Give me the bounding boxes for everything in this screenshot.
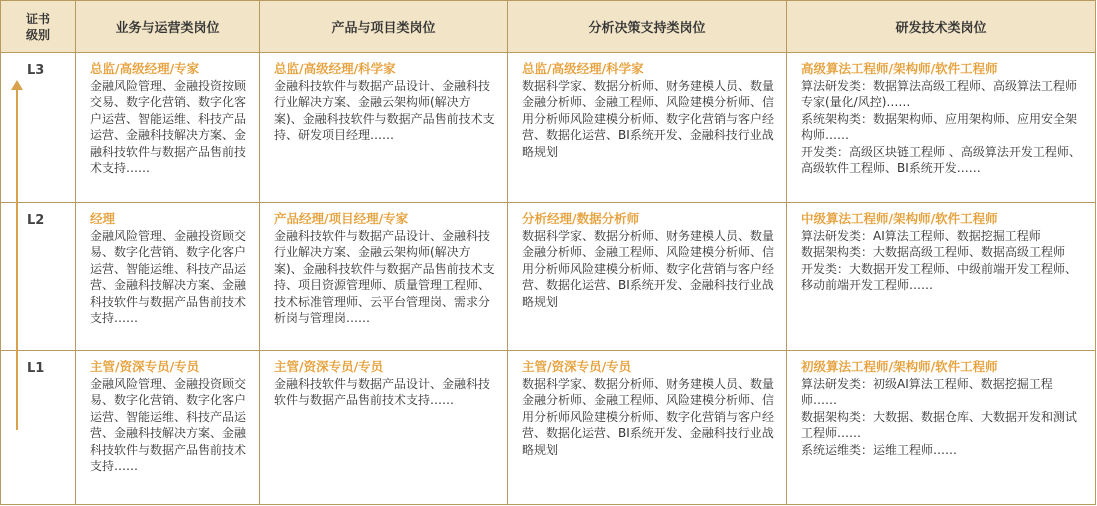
level-cell-l3 [1, 53, 76, 203]
cell-body: 数据科学家、数据分析师、财务建模人员、数量金融分析师、金融工程师、风险建模分析师、信用分析师风险建模分析师、数字化营销与客户经营、数据化运营、BI系统开发、金融科技行业战略规划 [522, 376, 775, 457]
cell-l1-business [76, 351, 260, 504]
cell-body: 算法研发类：AI算法工程师、数据挖掘工程师 数据架构类：大数据高级工程师、数据高级工程师 开发类：大数据开发工程师、中级前端开发工程师、移动前端开发工程师…… [801, 228, 1078, 292]
cell-body: 金融风险管理、金融投资按顾交易、数字化营销、数字化客户运营、智能运维、科技产品运营、金融科技解决方案、金融科技软件与数据产品售前技术支持…… [90, 78, 247, 175]
cell-body: 数据科学家、数据分析师、财务建模人员、数量金融分析师、金融工程师、风险建模分析师、信用分析师风险建模分析师、数字化营销与客户经营、数据化运营、BI系统开发、金融科技行业战略规划 [522, 78, 775, 159]
cell-body: 算法研发类：初级AI算法工程师、数据挖掘工程师…… 数据架构类：大数据、数据仓库、大数据开发和测试工程师…… 系统运维类：运维工程师…… [801, 376, 1078, 457]
cell-title: 主管/资深专员/专员 [90, 359, 200, 374]
cell-title: 产品经理/项目经理/专家 [274, 211, 409, 226]
header-rd-tech: 研发技术类岗位 [787, 1, 1095, 53]
header-product-project: 产品与项目类岗位 [260, 1, 508, 53]
cell-l1-product [260, 351, 508, 504]
cell-title: 经理 [90, 211, 116, 226]
cell-l2-analysis [508, 203, 787, 351]
level-label: L3 [27, 63, 45, 78]
cell-body: 金融科技软件与数据产品设计、金融科技软件与数据产品售前技术支持…… [274, 376, 491, 407]
cell-l2-business [76, 203, 260, 351]
cell-title: 主管/资深专员/专员 [522, 359, 632, 374]
cell-title: 总监/高级经理/科学家 [274, 61, 396, 76]
header-level-line2: 级别 [25, 27, 50, 42]
cell-l2-rd [787, 203, 1095, 351]
cell-title: 总监/高级经理/专家 [90, 61, 200, 76]
cell-body: 算法研发类：数据算法高级工程师、高级算法工程师专家(量化/风控)…… 系统架构类：数据架构师、应用架构师、应用安全架构师…… 开发类：高级区块链工程师 、高级算法开发工程师、高级软件工程师、BI系统开发…… [801, 78, 1081, 175]
cell-l1-analysis [508, 351, 787, 504]
cell-l1-rd [787, 351, 1095, 504]
cell-title: 高级算法工程师/架构师/软件工程师 [801, 61, 998, 76]
cell-l3-product [260, 53, 508, 203]
cell-title: 初级算法工程师/架构师/软件工程师 [801, 359, 998, 374]
level-label: L2 [27, 213, 45, 228]
cell-title: 分析经理/数据分析师 [522, 211, 640, 226]
header-level-line1: 证书 [25, 11, 50, 26]
level-cell-l2 [1, 203, 76, 351]
cell-body: 金融科技软件与数据产品设计、金融科技行业解决方案、金融云架构师(解决方案)、金融科技软件与数据产品售前技术支持、研发项目经理…… [274, 78, 495, 142]
cell-l3-analysis [508, 53, 787, 203]
level-label: L1 [27, 361, 45, 376]
header-business-ops: 业务与运营类岗位 [76, 1, 260, 53]
cell-title: 主管/资深专员/专员 [274, 359, 384, 374]
cell-body: 数据科学家、数据分析师、财务建模人员、数量金融分析师、金融工程师、风险建模分析师、信用分析师风险建模分析师、数字化营销与客户经营、数据化运营、BI系统开发、金融科技行业战略规划 [522, 228, 775, 309]
cell-title: 总监/高级经理/科学家 [522, 61, 644, 76]
cell-body: 金融科技软件与数据产品设计、金融科技行业解决方案、金融云架构师(解决方案)、金融科技软件与数据产品售前技术支持、项目资源管理师、质量管理工程师、技术标准管理师、云平台管理岗、需求分析岗与管理岗…… [274, 228, 495, 325]
level-progression-arrow [16, 84, 18, 430]
level-cell-l1 [1, 351, 76, 504]
cell-body: 金融风险管理、金融投资顾交易、数字化营销、数字化客户运营、智能运维、科技产品运营、金融科技解决方案、金融科技软件与数据产品售前技术支持…… [90, 376, 247, 473]
cell-title: 中级算法工程师/架构师/软件工程师 [801, 211, 998, 226]
header-analysis-decision: 分析决策支持类岗位 [508, 1, 787, 53]
cell-l3-business [76, 53, 260, 203]
cell-l3-rd [787, 53, 1095, 203]
cell-body: 金融风险管理、金融投资顾交易、数字化营销、数字化客户运营、智能运维、科技产品运营、金融科技解决方案、金融科技软件与数据产品售前技术支持…… [90, 228, 247, 325]
cell-l2-product [260, 203, 508, 351]
header-level [1, 1, 76, 53]
